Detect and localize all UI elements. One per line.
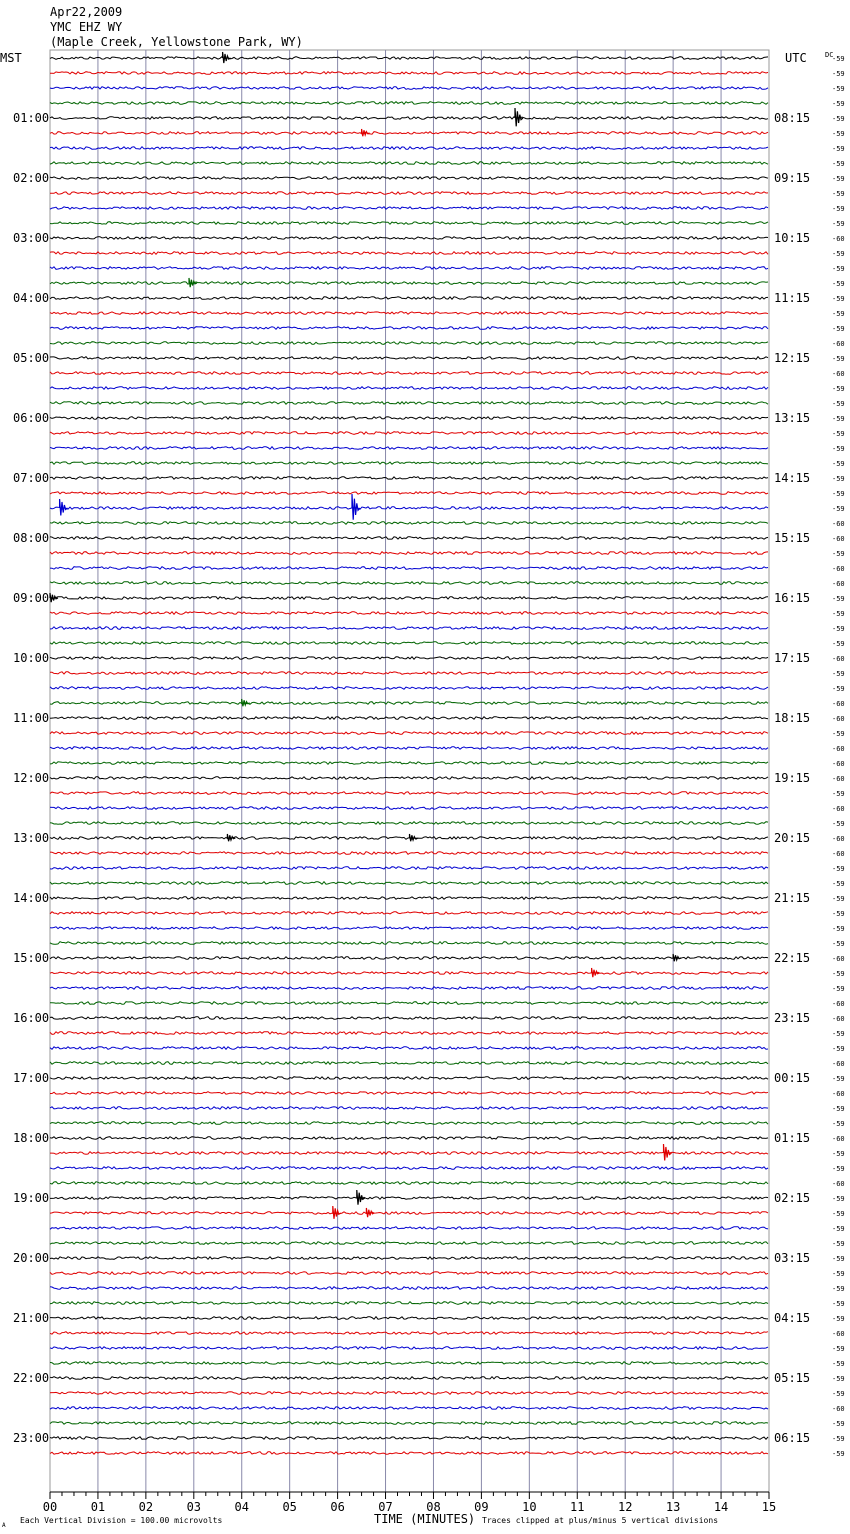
x-tick-label: 01: [90, 1500, 106, 1514]
dc-offset-label: -60: [832, 340, 845, 348]
hour-label-right: 12:15: [774, 351, 811, 365]
trace-line: [50, 267, 768, 270]
trace-line: [50, 357, 768, 360]
hour-label-left: 15:00: [13, 951, 50, 965]
dc-offset-label: -59: [832, 355, 845, 363]
event-spike: [242, 699, 250, 706]
hour-label-right: 11:15: [774, 291, 811, 305]
event-spike: [333, 1206, 341, 1219]
x-tick-label: 02: [138, 1500, 154, 1514]
dc-offset-label: -59: [832, 1420, 845, 1428]
trace-line: [50, 1002, 768, 1005]
hour-label-left: 23:00: [13, 1431, 50, 1445]
trace-line: [50, 612, 768, 615]
dc-offset-label: -60: [832, 1135, 845, 1143]
trace-line: [50, 222, 768, 225]
x-tick-label: 00: [42, 1500, 58, 1514]
hour-label-right: 23:15: [774, 1011, 811, 1025]
dc-offset-label: -60: [832, 715, 845, 723]
trace-line: [50, 1347, 768, 1350]
x-tick-label: 13: [665, 1500, 681, 1514]
trace-line: [50, 1437, 768, 1440]
dc-offset-label: -60: [832, 1015, 845, 1023]
trace-line: [50, 1362, 768, 1365]
hour-label-left: 02:00: [13, 171, 50, 185]
seismic-events: [50, 52, 681, 1219]
trace-line: [50, 762, 768, 765]
dc-offset-label: -59: [832, 1030, 845, 1038]
trace-line: [50, 672, 768, 675]
dc-offset-label: -59: [832, 895, 845, 903]
trace-line: [50, 1227, 768, 1230]
trace-line: [50, 417, 768, 420]
dc-offset-label: -59: [832, 310, 845, 318]
trace-line: [50, 882, 768, 885]
x-tick-label: 03: [186, 1500, 202, 1514]
hour-label-right: 10:15: [774, 231, 811, 245]
dc-offset-label: -60: [832, 1090, 845, 1098]
trace-line: [50, 537, 768, 540]
dc-offset-label: -59: [832, 415, 845, 423]
event-spike: [362, 129, 370, 136]
dc-offset-label: -59: [832, 85, 845, 93]
x-tick-label: 05: [282, 1500, 297, 1514]
dc-offset-label: -59: [832, 385, 845, 393]
x-tick-label: 09: [474, 1500, 489, 1514]
trace-line: [50, 192, 768, 195]
dc-offset-label: -60: [832, 850, 845, 858]
trace-line: [50, 657, 768, 660]
hour-label-left: 08:00: [13, 531, 50, 545]
trace-line: [50, 1452, 768, 1455]
x-tick-label: 04: [234, 1500, 249, 1514]
dc-offset-label: -59: [832, 1150, 845, 1158]
scale-note: Each Vertical Division = 100.00 microvolts: [20, 1516, 223, 1525]
dc-offset-label: -59: [832, 610, 845, 618]
dc-offset-label: -59: [832, 685, 845, 693]
trace-line: [50, 1107, 768, 1110]
dc-offset-label: -59: [832, 910, 845, 918]
dc-offset-label: -59: [832, 475, 845, 483]
dc-offset-label: -59: [832, 175, 845, 183]
x-tick-label: 14: [713, 1500, 729, 1514]
dc-offset-label: -59: [832, 280, 845, 288]
chart-header: [50, 5, 303, 49]
hour-label-right: 14:15: [774, 471, 811, 485]
hour-label-right: 09:15: [774, 171, 811, 185]
hour-label-left: 21:00: [13, 1311, 50, 1325]
dc-offset-label: -59: [832, 790, 845, 798]
trace-line: [50, 717, 768, 720]
dc-offset-label: -59: [832, 1285, 845, 1293]
dc-offset-label: -60: [832, 1330, 845, 1338]
trace-line: [50, 207, 768, 210]
minute-grid: [50, 50, 769, 1492]
trace-line: [50, 687, 768, 690]
dc-offset-label: -60: [832, 370, 845, 378]
hour-label-left: 17:00: [13, 1071, 50, 1085]
trace-line: [50, 987, 768, 990]
trace-line: [50, 462, 768, 465]
trace-line: [50, 1422, 768, 1425]
trace-line: [50, 1182, 768, 1185]
event-spike: [223, 52, 231, 63]
dc-offset-label: -60: [832, 835, 845, 843]
dc-offset-label: -60: [832, 535, 845, 543]
trace-line: [50, 582, 768, 585]
dc-offset-label: -60: [832, 1060, 845, 1068]
dc-offset-label: -59: [832, 820, 845, 828]
hour-label-right: 03:15: [774, 1251, 811, 1265]
trace-line: [50, 1257, 768, 1260]
hour-label-left: 01:00: [13, 111, 50, 125]
event-spike: [189, 278, 197, 287]
trace-line: [50, 1197, 768, 1200]
trace-line: [50, 1152, 768, 1155]
dc-offset-label: -59: [832, 1375, 845, 1383]
dc-offset-label: -59: [832, 595, 845, 603]
dc-offset-label: -59: [832, 1450, 845, 1458]
x-tick-label: 07: [378, 1500, 393, 1514]
trace-line: [50, 72, 768, 75]
x-tick-label: 10: [522, 1500, 537, 1514]
dc-offset-label: -59: [832, 1270, 845, 1278]
clip-note: Traces clipped at plus/minus 5 vertical divisions: [482, 1516, 719, 1525]
dc-offset-label: -59: [832, 100, 845, 108]
hour-label-right: 06:15: [774, 1431, 811, 1445]
trace-line: [50, 492, 768, 495]
dc-offset-label: -59: [832, 1165, 845, 1173]
dc-offset-label: -59: [832, 880, 845, 888]
hour-label-right: 18:15: [774, 711, 811, 725]
right-timezone-label: UTC: [785, 51, 807, 65]
dc-offset-label: -59: [832, 1345, 845, 1353]
hour-label-right: 16:15: [774, 591, 811, 605]
hour-label-left: 19:00: [13, 1191, 50, 1205]
dc-offset-label: -60: [832, 700, 845, 708]
trace-line: [50, 1137, 768, 1140]
hour-label-left: 18:00: [13, 1131, 50, 1145]
hour-label-left: 10:00: [13, 651, 50, 665]
corner-mark: A: [2, 1522, 6, 1529]
dc-offset-label: -59: [832, 505, 845, 513]
hour-label-right: 01:15: [774, 1131, 811, 1145]
trace-line: [50, 912, 768, 915]
trace-line: [50, 372, 768, 375]
event-spike: [410, 834, 418, 841]
dc-offset-label: -59: [832, 115, 845, 123]
dc-offset-label: -59: [832, 325, 845, 333]
dc-offset-label: -59: [832, 1225, 845, 1233]
dc-offset-labels: [832, 55, 845, 1458]
dc-offset-label: -59: [832, 1105, 845, 1113]
trace-line: [50, 177, 768, 180]
hour-label-right: 20:15: [774, 831, 811, 845]
dc-offset-label: -60: [832, 760, 845, 768]
hour-label-left: 12:00: [13, 771, 50, 785]
dc-offset-label: -59: [832, 1435, 845, 1443]
trace-line: [50, 237, 768, 240]
trace-line: [50, 867, 768, 870]
hour-label-right: 02:15: [774, 1191, 811, 1205]
dc-offset-label: -59: [832, 55, 845, 63]
hour-label-left: 09:00: [13, 591, 50, 605]
dc-offset-label: -60: [832, 805, 845, 813]
dc-offset-label: -59: [832, 250, 845, 258]
dc-offset-label: -60: [832, 745, 845, 753]
dc-offset-label: -59: [832, 1300, 845, 1308]
hour-label-right: 21:15: [774, 891, 811, 905]
trace-line: [50, 87, 768, 90]
hour-label-left: 20:00: [13, 1251, 50, 1265]
trace-line: [50, 1092, 768, 1095]
dc-offset-label: -59: [832, 1045, 845, 1053]
trace-line: [50, 132, 768, 135]
dc-offset-label: -59: [832, 1360, 845, 1368]
trace-line: [50, 1167, 768, 1170]
trace-line: [50, 642, 768, 645]
trace-line: [50, 327, 768, 330]
dc-offset-label: -59: [832, 640, 845, 648]
trace-line: [50, 117, 768, 120]
x-tick-label: 08: [426, 1500, 441, 1514]
dc-offset-label: -59: [832, 445, 845, 453]
trace-line: [50, 57, 768, 60]
trace-line: [50, 447, 768, 450]
dc-offset-label: -60: [832, 1180, 845, 1188]
trace-line: [50, 432, 768, 435]
trace-line: [50, 252, 768, 255]
trace-line: [50, 312, 768, 315]
hour-label-left: 03:00: [13, 231, 50, 245]
trace-line: [50, 1047, 768, 1050]
trace-lines: [50, 57, 768, 1455]
dc-offset-label: -60: [832, 565, 845, 573]
hour-label-right: 22:15: [774, 951, 811, 965]
trace-line: [50, 702, 768, 705]
dc-offset-label: -60: [832, 775, 845, 783]
dc-offset-label: -59: [832, 550, 845, 558]
chart-date: Apr22,2009: [50, 5, 123, 19]
hour-label-left: 22:00: [13, 1371, 50, 1385]
dc-offset-label: -59: [832, 670, 845, 678]
dc-offset-label: -59: [832, 865, 845, 873]
hour-label-right: 13:15: [774, 411, 811, 425]
dc-offset-label: -59: [832, 1195, 845, 1203]
trace-line: [50, 552, 768, 555]
trace-line: [50, 1212, 768, 1215]
trace-line: [50, 1302, 768, 1305]
hour-label-right: 15:15: [774, 531, 811, 545]
trace-line: [50, 1317, 768, 1320]
dc-offset-label: -59: [832, 295, 845, 303]
dc-offset-label: -59: [832, 925, 845, 933]
trace-line: [50, 1032, 768, 1035]
trace-line: [50, 102, 768, 105]
event-spike: [673, 954, 681, 961]
x-axis-title: TIME (MINUTES): [374, 1512, 476, 1526]
hour-label-right: 17:15: [774, 651, 811, 665]
trace-line: [50, 1062, 768, 1065]
trace-line: [50, 1272, 768, 1275]
trace-line: [50, 1377, 768, 1380]
dc-offset-label: -59: [832, 1240, 845, 1248]
hour-label-left: 04:00: [13, 291, 50, 305]
event-spike: [60, 499, 68, 516]
hour-label-left: 13:00: [13, 831, 50, 845]
hour-label-left: 14:00: [13, 891, 50, 905]
trace-line: [50, 897, 768, 900]
dc-offset-label: -59: [832, 1255, 845, 1263]
hour-label-left: 06:00: [13, 411, 50, 425]
dc-offset-label: -59: [832, 1075, 845, 1083]
trace-line: [50, 1407, 768, 1410]
dc-offset-label: -60: [832, 1405, 845, 1413]
dc-offset-label: -60: [832, 520, 845, 528]
dc-offset-label: -59: [832, 70, 845, 78]
hour-label-right: 04:15: [774, 1311, 811, 1325]
trace-line: [50, 597, 768, 600]
dc-offset-label: -59: [832, 490, 845, 498]
trace-line: [50, 477, 768, 480]
dc-offset-label: -59: [832, 460, 845, 468]
trace-line: [50, 972, 768, 975]
dc-offset-label: -60: [832, 955, 845, 963]
plot-frame: [50, 50, 769, 1492]
dc-offset-label: -59: [832, 1210, 845, 1218]
dc-offset-label: -59: [832, 730, 845, 738]
trace-line: [50, 627, 768, 630]
dc-offset-label: -59: [832, 205, 845, 213]
dc-offset-label: -59: [832, 625, 845, 633]
trace-line: [50, 507, 768, 510]
trace-line: [50, 297, 768, 300]
hour-label-left: 05:00: [13, 351, 50, 365]
trace-line: [50, 342, 768, 345]
station-code: YMC EHZ WY: [50, 20, 123, 34]
hour-label-left: 16:00: [13, 1011, 50, 1025]
dc-offset-label: -59: [832, 1390, 845, 1398]
trace-line: [50, 942, 768, 945]
trace-line: [50, 387, 768, 390]
dc-offset-label: -59: [832, 985, 845, 993]
trace-line: [50, 1122, 768, 1125]
trace-line: [50, 927, 768, 930]
dc-offset-label: -59: [832, 220, 845, 228]
dc-offset-label: -59: [832, 130, 845, 138]
trace-line: [50, 1017, 768, 1020]
dc-offset-label: -59: [832, 1315, 845, 1323]
trace-line: [50, 792, 768, 795]
x-tick-label: 12: [617, 1500, 633, 1514]
trace-line: [50, 567, 768, 570]
x-tick-label: 06: [330, 1500, 345, 1514]
trace-line: [50, 822, 768, 825]
dc-offset-label: -60: [832, 580, 845, 588]
x-tick-label: 15: [761, 1500, 777, 1514]
dc-offset-label: -60: [832, 655, 845, 663]
dc-offset-label: -59: [832, 190, 845, 198]
trace-line: [50, 807, 768, 810]
left-timezone-label: MST: [0, 51, 22, 65]
station-location: (Maple Creek, Yellowstone Park, WY): [50, 35, 303, 49]
trace-line: [50, 1332, 768, 1335]
trace-line: [50, 147, 768, 150]
hour-label-right: 05:15: [774, 1371, 811, 1385]
trace-line: [50, 747, 768, 750]
trace-line: [50, 162, 768, 165]
dc-offset-label: -60: [832, 235, 845, 243]
dc-offset-label: -59: [832, 430, 845, 438]
trace-line: [50, 732, 768, 735]
dc-offset-label: -59: [832, 1120, 845, 1128]
trace-line: [50, 522, 768, 525]
trace-line: [50, 852, 768, 855]
trace-line: [50, 1287, 768, 1290]
dc-offset-label: -59: [832, 265, 845, 273]
dc-offset-label: -59: [832, 940, 845, 948]
x-axis: [43, 1492, 776, 1514]
hour-label-right: 00:15: [774, 1071, 811, 1085]
dc-offset-label: -60: [832, 1000, 845, 1008]
dc-offset-label: -59: [832, 145, 845, 153]
dc-offset-label: -59: [832, 970, 845, 978]
dc-offset-label: -59: [832, 400, 845, 408]
hour-label-right: 19:15: [774, 771, 811, 785]
trace-line: [50, 1242, 768, 1245]
trace-line: [50, 282, 768, 285]
dc-label: DC: [825, 51, 834, 59]
hour-label-left: 07:00: [13, 471, 50, 485]
trace-line: [50, 777, 768, 780]
event-spike: [352, 494, 360, 520]
dc-offset-label: -59: [832, 160, 845, 168]
trace-line: [50, 402, 768, 405]
trace-line: [50, 1392, 768, 1395]
hour-label-left: 11:00: [13, 711, 50, 725]
trace-line: [50, 1077, 768, 1080]
x-tick-label: 11: [570, 1500, 585, 1514]
trace-line: [50, 957, 768, 960]
hour-label-right: 08:15: [774, 111, 811, 125]
